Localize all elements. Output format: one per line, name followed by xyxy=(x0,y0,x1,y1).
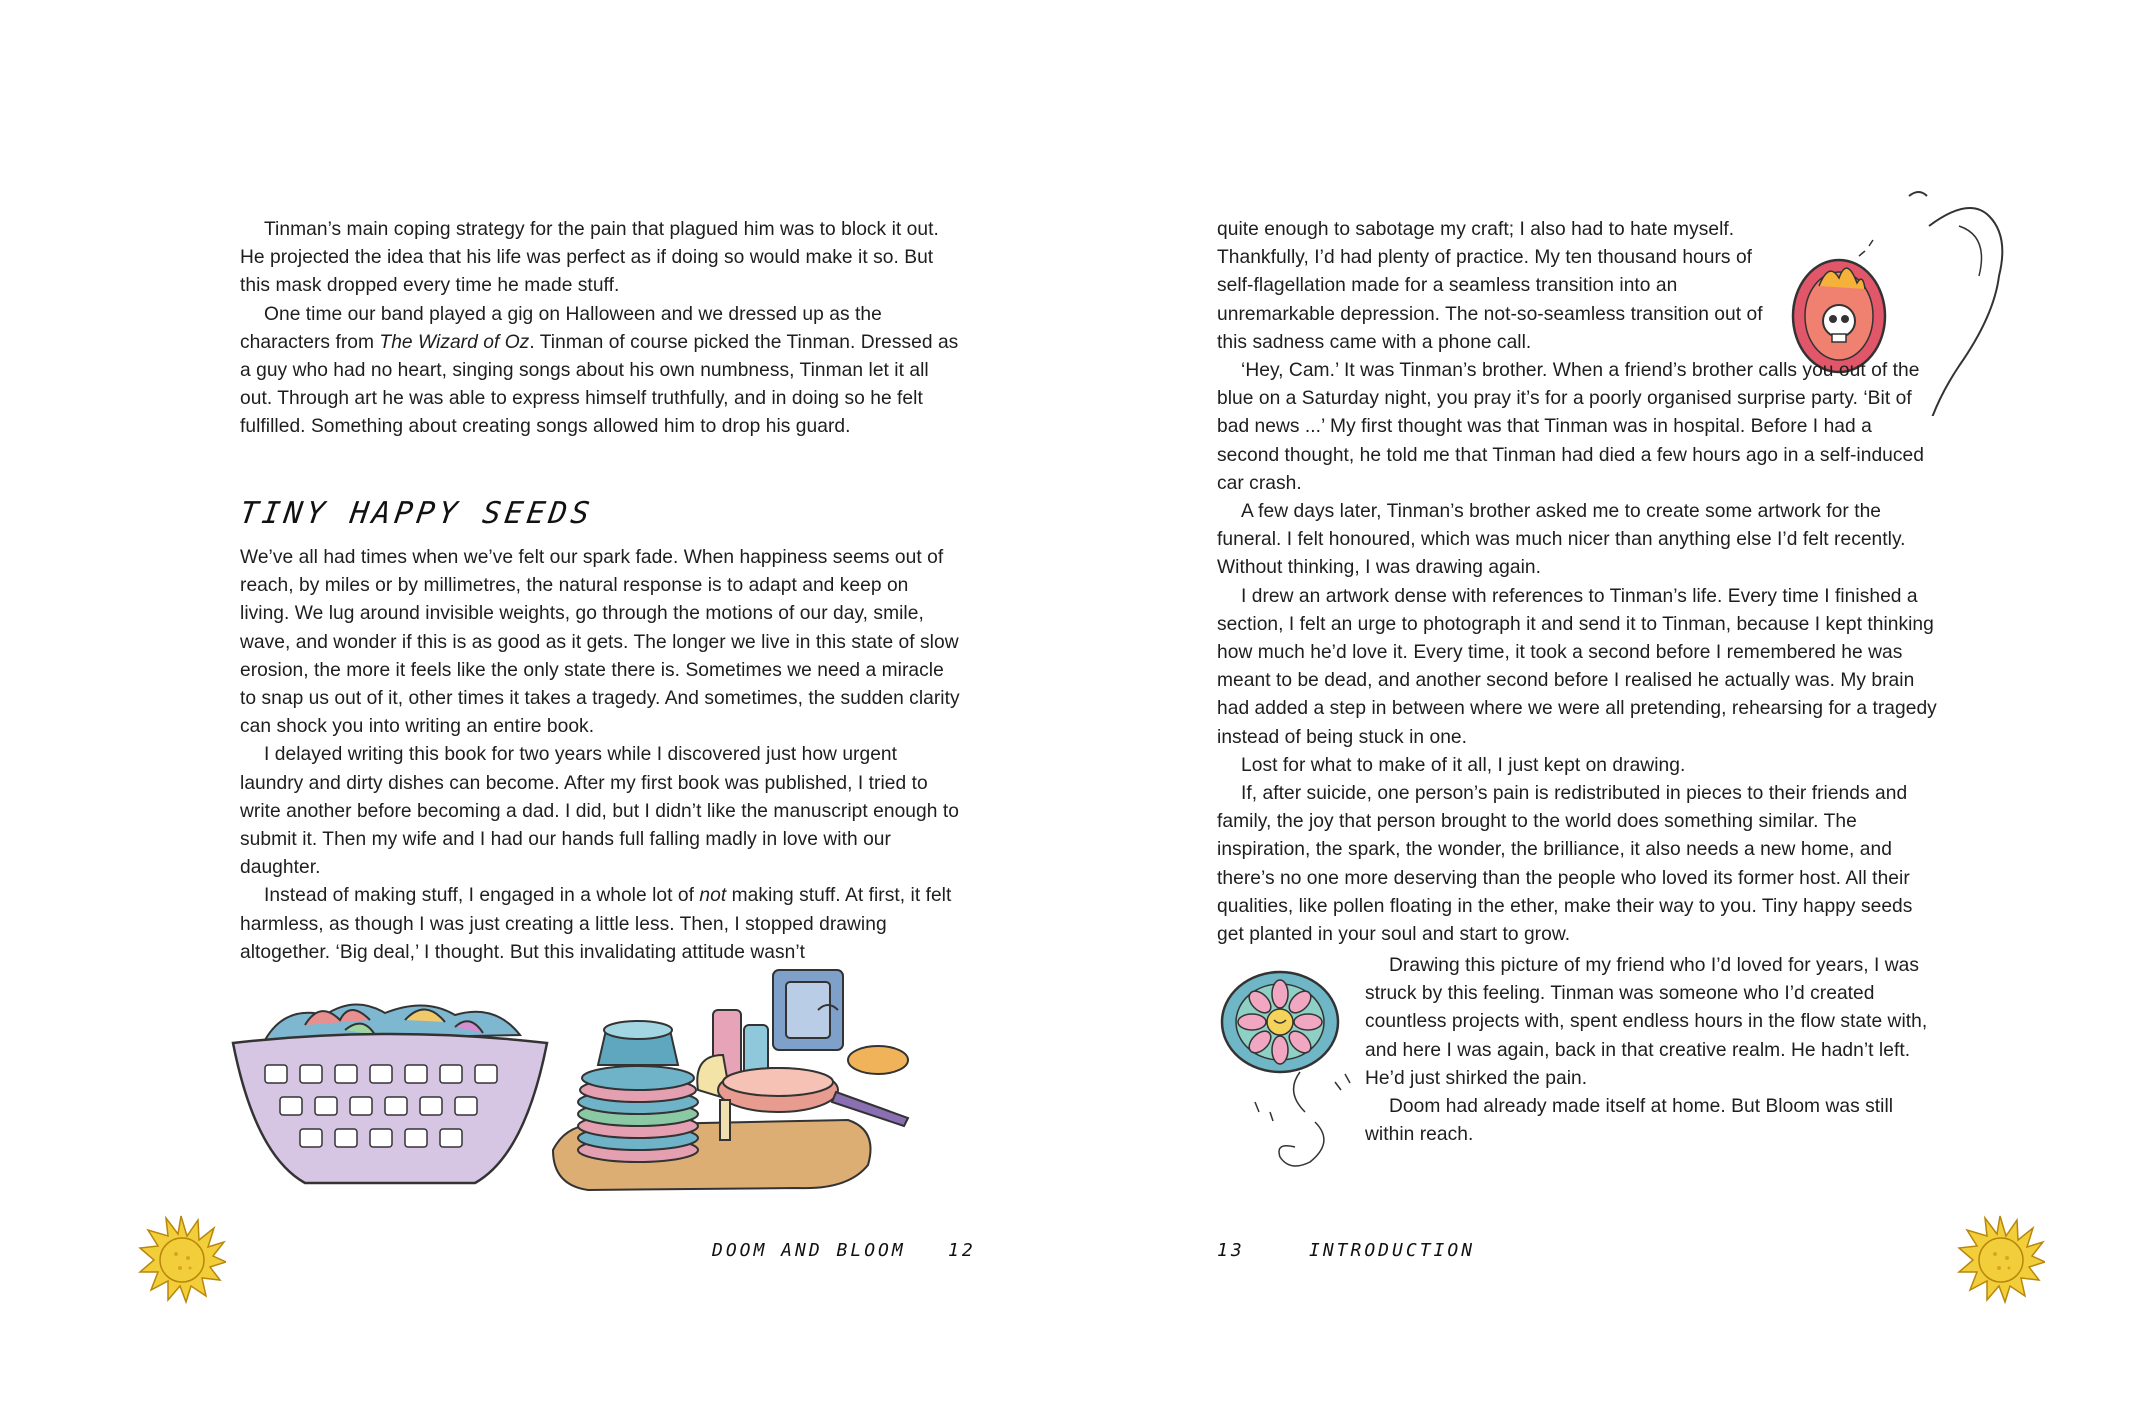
paragraph: We’ve all had times when we’ve felt our spark fade. When happiness seems out of reach, by miles or by millimetres, the natural response is to adapt and keep on living. We lug around invisible weights, go through the motions of our day, smile, wave, and wonder if this is as good as it gets. The longer we live in this state of slow erosion, the more it feels like the only state there is. Sometimes we need a miracle to snap us out of it, other times it takes a tragedy. And sometimes, the sudden clarity can shock you into writing an entire book. xyxy=(240,547,960,738)
paragraph: quite enough to sabotage my craft; I also had to hate myself. Thankfully, I’d had plenty of practice. My ten thousand hours of self-flagellation made for a seamless transition into an unremarkable depression. The not-so-seamless transition out of this sadness came with a phone call. xyxy=(1217,219,1763,353)
footer-title: INTRODUCTION xyxy=(1309,1240,1476,1261)
sun-icon xyxy=(136,1214,226,1304)
page-number: 12 xyxy=(948,1240,976,1261)
paragraph: One time our band played a gig on Halloween and we dressed up as the characters from The Wizard of Oz. Tinman of course picked the Tinman. Dressed as a guy who had no heart, singing songs about his own numbness, Tinman let it all out. Through art he was able to express himself truthfully, and in doing so he felt fulfilled. Something about creating songs allowed him to drop his guard. xyxy=(240,303,959,438)
paragraph: Drawing this picture of my friend who I’d loved for years, I was struck by this feeling. Tinman was someone who I’d created countless projects with, spent endless hours in the flow state with, and here I was again, back in that creative realm. He hadn’t left. He’d just shirked the pain. xyxy=(1365,955,1928,1089)
right-page xyxy=(1077,0,2154,1417)
page-number: 13 xyxy=(1217,1240,1245,1261)
paragraph: Tinman’s main coping strategy for the pain that plagued him was to block it out. He projected the idea that his life was perfect as if doing so would make it so. But this mask dropped every time he made stuff. xyxy=(240,219,939,297)
paragraph: A few days later, Tinman’s brother asked me to create some artwork for the funeral. I felt honoured, which was much nicer than anything else I’d felt recently. Without thinking, I was drawing again. xyxy=(1217,501,1906,579)
paragraph: ‘Hey, Cam.’ It was Tinman’s brother. When a friend’s brother calls you out of the blue on a Saturday night, you pray it’s for a poorly organised surprise party. ‘Bit of bad news ...’ My first thought was that Tinman was in hospital. Before I had a second thought, he told me that Tinman had died a few hours ago in a self-induced car crash. xyxy=(1217,360,1924,494)
paragraph: Instead of making stuff, I engaged in a whole lot of not making stuff. At first, it felt harmless, as though I was just creating a little less. Then, I stopped drawing altogether. ‘Big deal,’ I thought. But this invalidating attitude wasn’t xyxy=(240,885,952,963)
paragraph: I drew an artwork dense with references to Tinman’s life. Every time I finished a section, I felt an urge to photograph it and send it to Tinman, because I kept thinking how much he’d love it. Every time, it took a second before I remembered he was meant to be dead, and another second before I realised he actually was. My brain had added a step in between where we were all pretending, rehearsing for a tragedy instead of being stuck in one. xyxy=(1217,585,1937,748)
paragraph: I delayed writing this book for two years while I discovered just how urgent laundry and dirty dishes can become. After my first book was published, I tried to write another before becoming a dad. I did, but I didn’t like the manuscript enough to submit it. Then my wife and I had our hands full falling madly in love with our daughter. xyxy=(240,744,959,879)
right-text-wrap xyxy=(1365,952,1937,1149)
paragraph: If, after suicide, one person’s pain is redistributed in pieces to their friends and family, the joy that person brought to the world does something similar. The inspiration, the spark, the wonder, the brilliance, it also needs a new home, and there’s no one more deserving than the people who loved its former host. All their qualities, like pollen floating in the ether, make their way to you. Tiny happy seeds get planted in your soul and start to grow. xyxy=(1217,783,1913,946)
sun-icon xyxy=(1955,1214,2045,1304)
section-heading: TINY HAPPY SEEDS xyxy=(237,496,596,531)
left-text-bottom xyxy=(240,544,960,967)
footer-title: DOOM AND BLOOM xyxy=(712,1240,906,1261)
laundry-basket-illustration xyxy=(225,985,555,1195)
right-text-top xyxy=(1217,216,1937,949)
paragraph: Lost for what to make of it all, I just kept on drawing. xyxy=(1241,754,1686,776)
dirty-dishes-illustration xyxy=(548,950,938,1200)
paragraph: Doom had already made itself at home. But Bloom was still within reach. xyxy=(1365,1096,1894,1146)
left-text-top xyxy=(240,216,960,442)
